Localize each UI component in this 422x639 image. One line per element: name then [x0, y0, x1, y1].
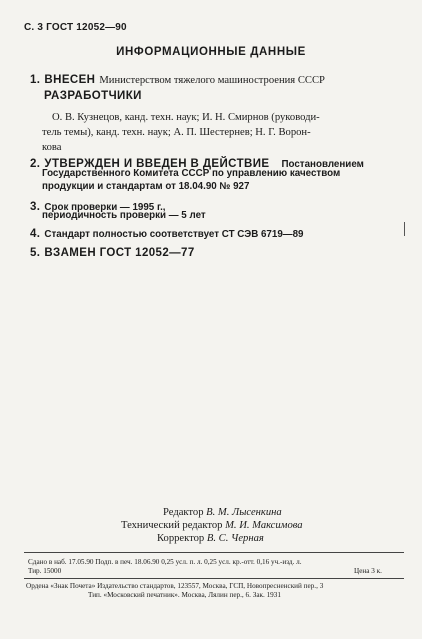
page-header: С. 3 ГОСТ 12052—90: [24, 22, 127, 33]
item-2-number: 2.: [30, 158, 41, 170]
item-3-number: 3.: [30, 201, 41, 213]
item-1-subheading: РАЗРАБОТЧИКИ: [44, 90, 142, 102]
credit-corrector: [157, 533, 264, 544]
item-1-heading-line: [30, 70, 325, 88]
item-3-line-2: периодичность проверки — 5 лет: [42, 210, 206, 221]
item-2-line-1: Государственного Комитета СССР по управлению качеством: [42, 168, 341, 179]
item-5-heading: ВЗАМЕН ГОСТ 12052—77: [44, 247, 195, 259]
imprint-line-2-left: Тир. 15000: [28, 567, 62, 575]
credit-corrector-name: В. С. Черная: [206, 533, 264, 544]
imprint-line-2-right: Цена 3 к.: [354, 567, 382, 575]
imprint-line-1: Сдано в наб. 17.05.90 Подп. в печ. 18.06.90 0,25 усл. п. л. 0,25 усл. кр.-отт. 0,16 уч.-изд. л.: [28, 558, 302, 566]
credit-editor: [163, 507, 282, 518]
margin-mark: [404, 222, 405, 236]
item-3-line-1: Срок проверки — 1995 г.,: [44, 202, 166, 213]
credit-editor-name: В. М. Лысенкина: [206, 507, 282, 518]
item-1-line-3: кова: [42, 142, 62, 153]
imprint-line-3: Ордена «Знак Почета» Издательство стандартов, 123557, Москва, ГСП, Новопресненский пер., 3: [26, 582, 324, 590]
item-1-number: 1.: [30, 74, 41, 86]
item-4-wrap: [30, 224, 303, 242]
item-2-line-2: продукции и стандартам от 18.04.90 № 927: [42, 181, 250, 192]
item-4-line-1: Стандарт полностью соответствует СТ СЭВ 6719—89: [44, 229, 304, 240]
credit-corrector-label: Корректор: [157, 533, 205, 544]
item-1-text: Министерством тяжелого машиностроения СССР: [99, 75, 325, 86]
item-1-line-1: О. В. Кузнецов, канд. техн. наук; И. Н. Смирнов (руководи-: [52, 112, 320, 123]
item-1-line-2: тель темы), канд. техн. наук; А. П. Шестернев; Н. Г. Ворон-: [42, 127, 311, 138]
item-2-heading: УТВЕРЖДЕН И ВВЕДЕН В ДЕЙСТВИЕ: [44, 158, 270, 170]
imprint-line-4: Тип. «Московский печатник». Москва, Лялин пер., 6. Зак. 1931: [88, 591, 281, 599]
credit-editor-label: Редактор: [163, 507, 204, 518]
imprint-middle-rule: [24, 578, 404, 579]
credit-tech-editor: [121, 520, 303, 531]
item-2-text: Постановлением: [281, 159, 364, 170]
page-title: ИНФОРМАЦИОННЫЕ ДАННЫЕ: [116, 46, 306, 58]
credit-tech-name: М. И. Максимова: [225, 520, 303, 531]
imprint-top-rule: [24, 552, 404, 553]
credit-tech-label: Технический редактор: [121, 520, 223, 531]
item-4-number: 4.: [30, 228, 41, 240]
item-5-wrap: [30, 243, 195, 261]
item-1-heading: ВНЕСЕН: [44, 74, 96, 86]
item-5-number: 5.: [30, 247, 41, 259]
